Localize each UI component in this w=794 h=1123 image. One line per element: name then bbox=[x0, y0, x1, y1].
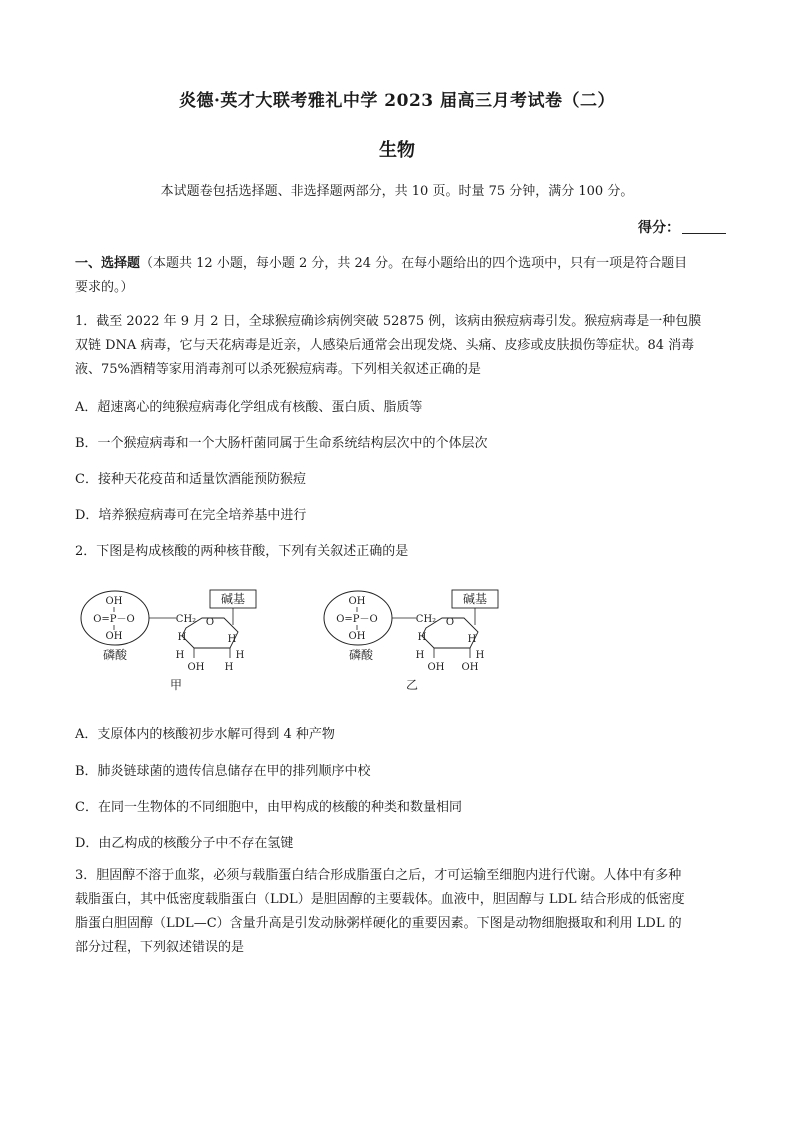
nucleotide-yi bbox=[324, 590, 498, 692]
question-3-stem bbox=[75, 864, 725, 960]
q3-stem-line: 3．胆固醇不溶于血浆，必须与载脂蛋白结合形成脂蛋白之后，才可运输至细胞内进行代谢。人体中有多种 bbox=[75, 868, 682, 883]
oh-label: OH bbox=[105, 631, 123, 642]
oh-label: OH bbox=[348, 631, 366, 642]
score-blank bbox=[682, 219, 726, 234]
h-label: H bbox=[177, 632, 187, 643]
caption-yi: 乙 bbox=[405, 678, 419, 692]
section-desc-1: （本题共 12 小题，每小题 2 分，共 24 分。在每小题给出的四个选项中，只有一项是符合题目 bbox=[140, 256, 688, 271]
q2-option-a: A．支原体内的核酸初步水解可得到 4 种产物 bbox=[75, 727, 335, 742]
score-label: 得分： bbox=[638, 220, 680, 236]
oh-label: OH bbox=[105, 596, 123, 607]
q1-option-c: C．接种天花疫苗和适量饮酒能预防猴痘 bbox=[75, 472, 306, 487]
oh-label: OH bbox=[187, 662, 205, 673]
q3-stem-line: 脂蛋白胆固醇（LDL—C）含量升高是引发动脉粥样硬化的重要因素。下图是动物细胞摄取和利用 LDL 的 bbox=[75, 916, 682, 931]
question-2-stem: 2．下图是构成核酸的两种核苷酸，下列有关叙述正确的是 bbox=[75, 544, 409, 559]
nucleotide-jia bbox=[81, 590, 256, 692]
section-title: 一、选择题 bbox=[75, 256, 141, 271]
exam-intro: 本试题卷包括选择题、非选择题两部分，共 10 页。时量 75 分钟，满分 100 分。 bbox=[160, 184, 634, 199]
q2-option-d: D．由乙构成的核酸分子中不存在氢键 bbox=[75, 836, 294, 851]
q1-stem-line: 双链 DNA 病毒，它与天花病毒是近亲，人感染后通常会出现发烧、头痛、皮疹或皮肤损伤等症状。84 消毒 bbox=[75, 338, 695, 353]
h-label: H bbox=[417, 632, 427, 643]
q1-option-d: D．培养猴痘病毒可在完全培养基中进行 bbox=[75, 508, 307, 523]
section-header bbox=[75, 252, 725, 300]
q1-option-a: A．超速离心的纯猴痘病毒化学组成有核酸、蛋白质、脂质等 bbox=[75, 400, 423, 415]
base-label: 碱基 bbox=[220, 592, 246, 606]
p-line-label: O=P－O bbox=[93, 614, 135, 625]
q1-stem-line: 1．截至 2022 年 9 月 2 日，全球猴痘确诊病例突破 52875 例，该病由猴痘病毒引发。猴痘病毒是一种包膜 bbox=[75, 314, 702, 329]
h-label: H bbox=[235, 650, 245, 661]
h-label: H bbox=[467, 634, 477, 645]
score-field bbox=[638, 217, 726, 237]
oh-label: OH bbox=[348, 596, 366, 607]
ch2-label: CH₂ bbox=[175, 614, 197, 625]
q1-stem-line: 液、75%酒精等家用消毒剂可以杀死猴痘病毒。下列相关叙述正确的是 bbox=[75, 362, 481, 377]
phosphate-label: 磷酸 bbox=[348, 648, 374, 662]
exam-title: 炎德·英才大联考雅礼中学 2023 届高三月考试卷（二） bbox=[178, 91, 616, 111]
ch2-label: CH₂ bbox=[415, 614, 437, 625]
base-label: 碱基 bbox=[462, 592, 488, 606]
h-label: H bbox=[227, 634, 237, 645]
q3-stem-line: 部分过程，下列叙述错误的是 bbox=[75, 940, 245, 955]
h-label: H bbox=[224, 662, 234, 673]
p-line-label: O=P－O bbox=[336, 614, 378, 625]
question-1-stem bbox=[75, 310, 725, 382]
oh-label: OH bbox=[461, 662, 479, 673]
q3-stem-line: 载脂蛋白，其中低密度载脂蛋白（LDL）是胆固醇的主要载体。血液中，胆固醇与 LDL 结合形成的低密度 bbox=[75, 892, 685, 907]
h-label: H bbox=[415, 650, 425, 661]
phosphate-label: 磷酸 bbox=[102, 648, 128, 662]
h-label: H bbox=[475, 650, 485, 661]
q1-option-b: B．一个猴痘病毒和一个大肠杆菌同属于生命系统结构层次中的个体层次 bbox=[75, 436, 488, 451]
nucleotide-figure bbox=[0, 580, 794, 695]
section-desc-2: 要求的。） bbox=[75, 280, 134, 295]
ring-oxygen: O bbox=[205, 617, 215, 628]
q2-option-c: C．在同一生物体的不同细胞中，由甲构成的核酸的种类和数量相同 bbox=[75, 800, 462, 815]
h-label: H bbox=[175, 650, 185, 661]
q2-option-b: B．肺炎链球菌的遗传信息储存在甲的排列顺序中校 bbox=[75, 764, 371, 779]
subject-heading: 生物 bbox=[379, 140, 415, 161]
caption-jia: 甲 bbox=[169, 678, 183, 692]
oh-label: OH bbox=[427, 662, 445, 673]
ring-oxygen: O bbox=[445, 617, 455, 628]
